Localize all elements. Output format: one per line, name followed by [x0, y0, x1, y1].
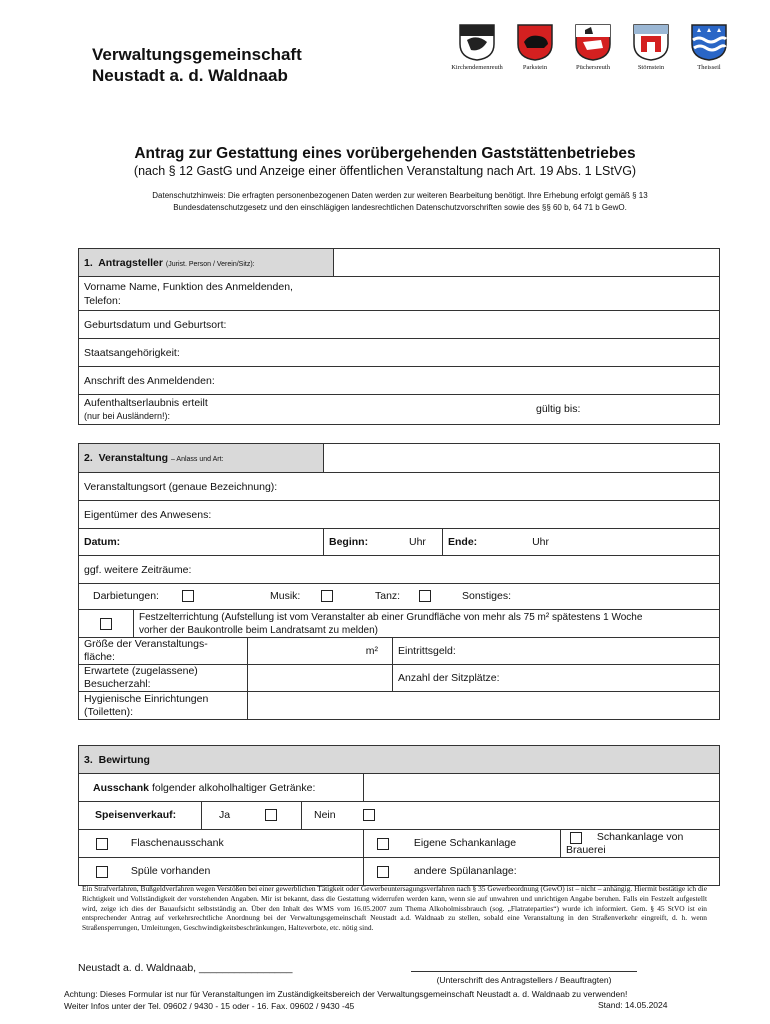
- crest-castle-icon: [631, 22, 671, 62]
- visitors-label-2: Besucherzahl:: [84, 678, 151, 690]
- end-unit: Uhr: [532, 536, 550, 548]
- sink-checkbox[interactable]: [96, 866, 108, 878]
- hygiene-label: [79, 692, 248, 720]
- tent-text-2: vorher der Baukontrolle beim Landratsamt zu melden): [139, 624, 379, 636]
- section-title: Antragsteller: [98, 256, 163, 269]
- hygiene-label-1: Hygienische Einrichtungen: [84, 692, 209, 705]
- section-title: Bewirtung: [98, 753, 150, 766]
- crest-parkstein: [506, 22, 564, 71]
- venue-row[interactable]: [79, 473, 720, 501]
- organization-name: [92, 44, 302, 86]
- seats-field[interactable]: [393, 665, 720, 692]
- section-number: 2.: [84, 452, 93, 464]
- bottle-cell: [79, 830, 364, 858]
- org-line-2: Neustadt a. d. Waldnaab: [92, 66, 288, 85]
- crest-theisseil: [680, 22, 738, 71]
- residence-label: Aufenthaltserlaubnis erteilt: [84, 396, 208, 409]
- footer-line-2: Weiter Infos unter der Tel. 09602 / 9430 - 15 oder - 16. Fax. 09602 / 9430 -45: [64, 1001, 355, 1011]
- applicant-name-field[interactable]: [334, 249, 720, 277]
- venue-label: Veranstaltungsort (genaue Bezeichnung):: [84, 480, 278, 493]
- performances-label: Darbietungen:: [93, 590, 159, 602]
- revision-date: Stand: 14.05.2024: [598, 1000, 668, 1010]
- food-divider: [201, 802, 202, 829]
- food-row: [79, 802, 720, 830]
- begin-field[interactable]: [324, 529, 443, 556]
- performances-checkbox[interactable]: [182, 590, 194, 602]
- begin-unit: Uhr: [409, 536, 426, 548]
- food-label: Speisenverkauf:: [95, 809, 177, 821]
- crest-label: Parkstein: [522, 64, 548, 71]
- area-size-label-1: Größe der Veranstaltungs-: [84, 638, 208, 650]
- citizenship-row[interactable]: [79, 339, 720, 367]
- hygiene-field[interactable]: [248, 692, 720, 720]
- seats-label: Anzahl der Sitzplätze:: [398, 672, 500, 684]
- form-title: Antrag zur Gestattung eines vorübergehenden Gaststättenbetriebes: [134, 145, 636, 162]
- tent-checkbox-cell: [79, 610, 134, 638]
- bottle-checkbox[interactable]: [96, 838, 108, 850]
- own-bar-cell: [364, 830, 561, 858]
- address-row[interactable]: [79, 367, 720, 395]
- admission-label: Eintrittsgeld:: [398, 645, 456, 657]
- section-1-header: [79, 249, 334, 277]
- food-no-label: Nein: [314, 809, 336, 821]
- crest-label: Störnstein: [637, 64, 665, 71]
- crest-boar-icon: [515, 22, 555, 62]
- place-date-field[interactable]: Neustadt a. d. Waldnaab, ________________: [78, 962, 293, 974]
- brewery-bar-cell: [561, 830, 720, 858]
- brewery-bar-label: Schankanlage von Brauerei: [566, 831, 684, 856]
- org-line-1: Verwaltungsgemeinschaft: [92, 45, 302, 64]
- signature-label: (Unterschrift des Antragstellers / Beauftragten): [436, 975, 612, 985]
- crest-puechersreuth: [564, 22, 622, 71]
- residence-note: (nur bei Ausländern!):: [84, 410, 171, 421]
- residence-row[interactable]: [79, 395, 720, 425]
- other-sink-checkbox[interactable]: [377, 866, 389, 878]
- footer-line-1: Achtung: Dieses Formular ist nur für Veranstaltungen im Zuständigkeitsbereich der Verwaltungsgemeinschaft Neustadt a. d. Waldnaab zu verwenden!: [64, 989, 628, 999]
- privacy-note: Datenschutzhinweis: Die erfragten personenbezogenen Daten werden zur weiteren Bearbeitung benötigt. Ihre Erhebung erfolgt gemäß § 13 Bundesdatenschutzgesetz und den einschlägigen landesrechtlichen Datenschutzvorschriften sowie des §§ 60 b, 64 71 b GewO.: [152, 191, 648, 212]
- tent-checkbox[interactable]: [100, 618, 112, 630]
- dance-label: Tanz:: [375, 590, 401, 602]
- address-label: Anschrift des Anmeldenden:: [84, 374, 215, 387]
- brewery-bar-checkbox[interactable]: [570, 832, 582, 844]
- crest-bull-icon: [457, 22, 497, 62]
- section-event: [78, 443, 720, 720]
- citizenship-label: Staatsangehörigkeit:: [84, 346, 180, 359]
- begin-label: Beginn:: [329, 536, 369, 548]
- owner-label: Eigentümer des Anwesens:: [84, 508, 212, 521]
- hygiene-label-2: (Toiletten):: [84, 705, 134, 718]
- date-field[interactable]: [79, 529, 324, 556]
- sink-label: Spüle vorhanden: [130, 865, 211, 878]
- owner-row[interactable]: [79, 501, 720, 529]
- crest-kirchendemenreuth: [448, 22, 506, 71]
- tent-text-1: Festzelterrichtung (Aufstellung ist vom Veranstalter ab einer Grundfläche von mehr als 75 m² spätestens 1 Woche: [139, 611, 643, 623]
- visitors-field[interactable]: [248, 665, 393, 692]
- section-number: 1.: [84, 256, 93, 269]
- section-3-header: [79, 746, 720, 774]
- own-bar-label: Eigene Schankanlage: [413, 837, 517, 850]
- crest-label: Püchersreuth: [576, 64, 610, 71]
- alcohol-label-cell: [79, 774, 364, 802]
- birth-label: Geburtsdatum und Geburtsort:: [84, 318, 227, 331]
- contact-label-1: Vorname Name, Funktion des Anmeldenden,: [84, 280, 293, 293]
- section-number: 3.: [84, 753, 93, 766]
- alcohol-label-bold: Ausschank: [93, 781, 150, 794]
- food-yes-checkbox[interactable]: [265, 809, 277, 821]
- crest-label: Kirchendemenreuth: [451, 64, 503, 71]
- own-bar-checkbox[interactable]: [377, 838, 389, 850]
- alcohol-field[interactable]: [364, 774, 720, 802]
- music-label: Musik:: [270, 590, 301, 602]
- sink-cell: [79, 858, 364, 886]
- other-sink-label: andere Spülananlage:: [413, 865, 517, 878]
- form-subtitle: (nach § 12 GastG und Anzeige einer öffentlichen Veranstaltung nach Art. 19 Abs. 1 LStVG): [133, 164, 637, 178]
- performances-row: [79, 584, 720, 610]
- other-sink-cell[interactable]: [364, 858, 720, 886]
- footer-notice: [64, 988, 627, 1012]
- section-applicant: [78, 248, 720, 425]
- birth-row[interactable]: [79, 311, 720, 339]
- admission-field[interactable]: [393, 638, 720, 665]
- crest-stoernstein: [622, 22, 680, 71]
- other-label: Sonstiges:: [462, 590, 512, 602]
- section-title: Veranstaltung: [98, 452, 169, 464]
- section-catering: [78, 745, 720, 886]
- visitors-label: [79, 665, 248, 692]
- tent-text: [134, 610, 720, 638]
- contact-row[interactable]: [79, 277, 720, 311]
- area-size-label: [79, 638, 248, 665]
- area-size-field[interactable]: [248, 638, 393, 665]
- further-times-row[interactable]: [79, 556, 720, 584]
- legal-disclaimer: Ein Strafverfahren, Bußgeldverfahren wegen Verstößen bei einer gewerblichen Tätigkeit oder Gewerbeuntersagungsverfahren nach § 35 Gewerbeordnung (GewO) ist – nicht – anhängig. Hiermit bestätige ich die Richtigkeit und Vollständigkeit der vorstehenden Angaben. Mir ist bekannt, dass die Gestattung widerrufen werden kann, wenn sie auf unwahren und unrichtigen Angabe beruhen. Falls ein Festzelt aufgestellt wird, zeige ich dies der Bauaufsicht selbstständig an. Über den Inhalt des WMS vom 16.05.2007 zum Thema Alkoholmissbrauch (sog. „Flatrateparties“) wurde ich informiert. Gem. § 45 StVO ist ein entsprechender Antrag auf verkehrsrechtliche Anordnung bei der Verwaltungsgemeinschaft Neustadt a.d. Waldnaab zu stellen, sobald eine Veranstaltung in den Straßenverkehr eingreift, d. h. wenn Straßensperrungen, Umleitungen, Geschwindigkeitsbeschränkungen, Halteverbote, etc. nötig sind.: [82, 884, 707, 933]
- visitors-label-1: Erwartete (zugelassene): [84, 665, 198, 677]
- crest-waves-icon: [689, 22, 729, 62]
- crest-label: Theisseil: [697, 64, 721, 71]
- section-2-header: [79, 444, 324, 473]
- food-yes-label: Ja: [219, 809, 231, 821]
- end-field[interactable]: [443, 529, 720, 556]
- food-divider: [301, 802, 302, 829]
- bottle-label: Flaschenausschank: [130, 837, 224, 850]
- food-no-checkbox[interactable]: [363, 809, 375, 821]
- area-unit: m²: [365, 645, 378, 657]
- end-label: Ende:: [448, 536, 478, 548]
- contact-label-2: Telefon:: [84, 294, 121, 307]
- alcohol-label-rest: folgender alkoholhaltiger Getränke:: [149, 781, 316, 794]
- signature-line[interactable]: [411, 971, 637, 972]
- crest-dog-icon: [573, 22, 613, 62]
- municipality-crests: [448, 22, 738, 71]
- valid-until-label: gültig bis:: [536, 403, 581, 415]
- area-size-label-2: fläche:: [84, 651, 115, 663]
- further-times-label: ggf. weitere Zeiträume:: [84, 563, 192, 576]
- section-title-note: (Jurist. Person / Verein/Sitz):: [165, 260, 255, 268]
- dance-checkbox[interactable]: [419, 590, 431, 602]
- music-checkbox[interactable]: [321, 590, 333, 602]
- date-label: Datum:: [84, 536, 121, 548]
- section-title-note: – Anlass und Art:: [170, 456, 224, 463]
- event-type-field[interactable]: [324, 444, 720, 473]
